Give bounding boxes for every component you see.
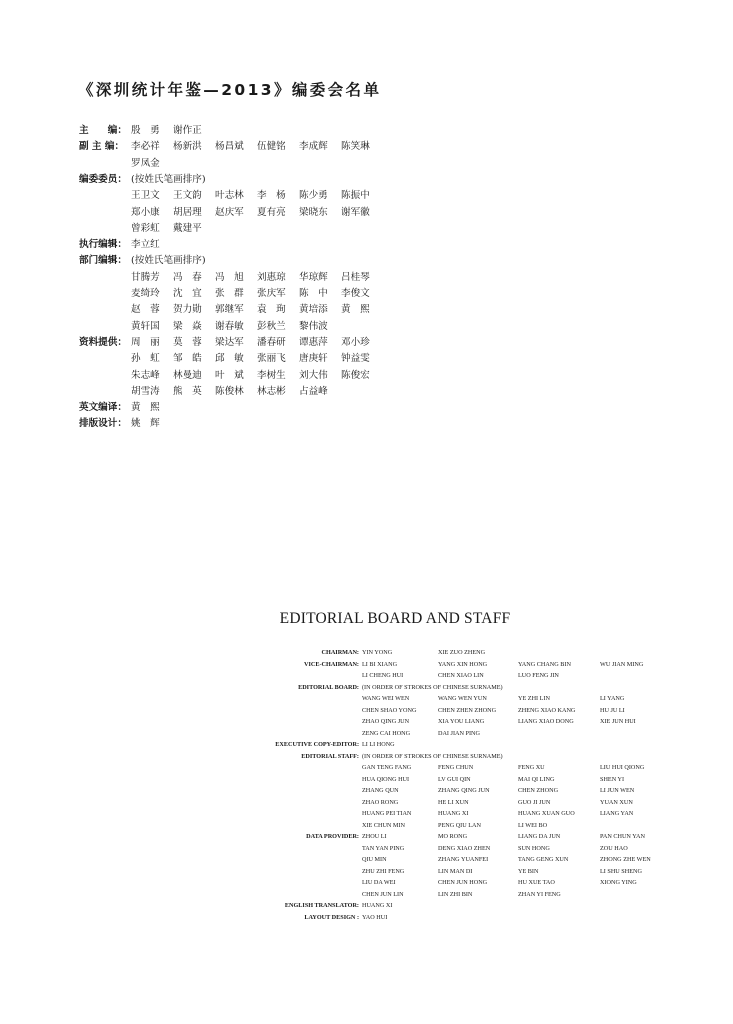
cn-person-name: 张 群 bbox=[215, 288, 244, 299]
en-role-label: EDITORIAL BOARD: bbox=[298, 683, 359, 691]
en-person-name: GUO JI JUN bbox=[518, 798, 551, 806]
en-person-name: LI SHU SHENG bbox=[600, 867, 642, 875]
cn-person-name: 钟益雯 bbox=[341, 353, 370, 365]
cn-person-name: 麦绮玲 bbox=[131, 288, 160, 299]
cn-person-name: 陈笑琳 bbox=[341, 141, 370, 153]
cn-person-name: 黄轩国 bbox=[131, 320, 160, 332]
en-row bbox=[0, 820, 733, 831]
cn-person-name: 李成辉 bbox=[299, 141, 328, 153]
cn-person-name: 唐庚轩 bbox=[299, 353, 328, 365]
cn-person-name: 梁 焱 bbox=[173, 320, 202, 332]
en-person-name: XIE ZUO ZHENG bbox=[438, 649, 486, 656]
cn-person-name: 谢春敏 bbox=[215, 320, 244, 332]
cn-person-name: 李 杨 bbox=[257, 190, 286, 202]
en-person-name: HUANG XUAN GUO bbox=[518, 810, 575, 817]
en-role-label: VICE-CHAIRMAN: bbox=[304, 660, 359, 668]
cn-role-label: 资料提供： bbox=[79, 336, 127, 348]
en-person-name: SUN HONG bbox=[518, 844, 550, 852]
cn-person-name: 姚 辉 bbox=[131, 418, 160, 430]
en-person-name: ZHENG XIAO KANG bbox=[518, 706, 576, 714]
en-person-name: LIANG XIAO DONG bbox=[518, 718, 574, 725]
en-person-name: WANG WEI WEN bbox=[362, 695, 410, 702]
en-person-name: CHEN SHAO YONG bbox=[362, 706, 417, 714]
en-row bbox=[0, 808, 733, 819]
cn-person-name: 林志彬 bbox=[257, 385, 286, 397]
en-role-label: DATA PROVIDER: bbox=[306, 833, 359, 840]
cn-row bbox=[0, 189, 733, 203]
en-role-label: CHAIRMAN: bbox=[321, 649, 359, 656]
en-person-name: (IN ORDER OF STROKES OF CHINESE SURNAME) bbox=[362, 752, 503, 760]
cn-role-label: 主 编： bbox=[79, 125, 127, 136]
en-row bbox=[0, 785, 733, 796]
cn-person-name: 李树生 bbox=[257, 369, 286, 381]
en-row bbox=[0, 831, 733, 842]
en-person-name: TANG GENG XUN bbox=[518, 856, 569, 863]
cn-role-label: 执行编辑： bbox=[79, 239, 127, 251]
en-person-name: CHEN XIAO LIN bbox=[438, 672, 484, 679]
en-person-name: HE LI XUN bbox=[438, 798, 469, 806]
en-row bbox=[0, 705, 733, 716]
en-person-name: PAN CHUN YAN bbox=[600, 833, 645, 840]
cn-row bbox=[0, 336, 733, 350]
en-person-name: WANG WEN YUN bbox=[438, 695, 487, 702]
en-person-name: LIN MAN DI bbox=[438, 867, 473, 875]
cn-person-name: 贺力勋 bbox=[173, 304, 202, 316]
en-person-name: CHEN ZHONG bbox=[518, 787, 559, 794]
en-row bbox=[0, 774, 733, 785]
en-person-name: HU JU LI bbox=[600, 706, 625, 714]
en-person-name: ZHAO RONG bbox=[362, 798, 399, 806]
cn-person-name: 戴建平 bbox=[173, 222, 202, 234]
cn-person-name: 袁 珣 bbox=[257, 304, 286, 316]
cn-person-name: 罗凤金 bbox=[131, 157, 160, 169]
cn-person-name: 伍健铭 bbox=[257, 141, 286, 153]
page-title: 《深圳统计年鉴—2013》编委会名单 bbox=[78, 81, 382, 99]
en-person-name: FENG XU bbox=[518, 764, 545, 771]
en-row bbox=[0, 843, 733, 854]
en-row bbox=[0, 762, 733, 773]
en-row bbox=[0, 877, 733, 888]
en-person-name: YUAN XUN bbox=[600, 798, 633, 806]
en-person-name: QIU MIN bbox=[362, 856, 387, 863]
en-person-name: LI BI XIANG bbox=[362, 660, 398, 668]
en-person-name: PENG QIU LAN bbox=[438, 821, 481, 829]
cn-row bbox=[0, 238, 733, 252]
en-person-name: GAN TENG FANG bbox=[362, 764, 412, 771]
en-person-name: YE ZHI LIN bbox=[518, 695, 550, 702]
en-row bbox=[0, 900, 733, 911]
cn-person-name: 冯 旭 bbox=[215, 271, 244, 283]
en-person-name: HUANG PEI TIAN bbox=[362, 810, 412, 817]
cn-person-name: (按姓氏笔画排序) bbox=[131, 173, 206, 185]
cn-person-name: 胡雪涛 bbox=[131, 385, 160, 397]
en-person-name: CHEN ZHEN ZHONG bbox=[438, 706, 497, 714]
cn-person-name: 陈振中 bbox=[341, 190, 370, 202]
cn-person-name: 夏有亮 bbox=[257, 206, 286, 218]
en-person-name: ZOU HAO bbox=[600, 844, 628, 852]
en-person-name: TAN YAN PING bbox=[362, 844, 405, 852]
cn-person-name: 彭秋兰 bbox=[257, 320, 286, 332]
en-person-name: LI LI HONG bbox=[362, 741, 395, 748]
cn-person-name: 黄 熙 bbox=[341, 304, 370, 316]
cn-person-name: 熊 英 bbox=[173, 385, 202, 397]
en-person-name: LI WEI BO bbox=[518, 821, 548, 829]
en-row bbox=[0, 647, 733, 658]
cn-person-name: 梁晓东 bbox=[299, 206, 328, 218]
cn-person-name: 林曼迪 bbox=[173, 369, 202, 381]
cn-person-name: 黎伟波 bbox=[299, 320, 328, 332]
cn-person-name: 陈少勇 bbox=[299, 190, 328, 202]
cn-person-name: 王文韵 bbox=[173, 190, 202, 202]
en-person-name: XIE CHUN MIN bbox=[362, 821, 405, 829]
en-row bbox=[0, 797, 733, 808]
en-person-name: LIU DA WEI bbox=[362, 879, 396, 886]
en-row bbox=[0, 751, 733, 762]
cn-row bbox=[0, 173, 733, 187]
cn-row bbox=[0, 287, 733, 301]
en-person-name: FENG CHUN bbox=[438, 764, 474, 771]
cn-person-name: 谭惠萍 bbox=[299, 336, 328, 348]
cn-person-name: 谢军徽 bbox=[341, 206, 370, 218]
cn-person-name: 郑小康 bbox=[131, 206, 160, 218]
cn-person-name: 刘大伟 bbox=[299, 369, 328, 381]
en-person-name: CHEN JUN HONG bbox=[438, 879, 488, 886]
cn-person-name: 张庆军 bbox=[257, 288, 286, 299]
en-person-name: LV GUI QIN bbox=[438, 775, 471, 783]
en-person-name: LI JUN WEN bbox=[600, 787, 635, 794]
en-row bbox=[0, 682, 733, 693]
en-row bbox=[0, 854, 733, 865]
en-person-name: ZHANG QING JUN bbox=[438, 787, 490, 794]
cn-person-name: 朱志峰 bbox=[131, 369, 160, 381]
en-row bbox=[0, 739, 733, 750]
cn-person-name: 邱 敏 bbox=[215, 353, 244, 365]
cn-row bbox=[0, 140, 733, 154]
cn-person-name: 杨昌斌 bbox=[215, 141, 244, 153]
en-person-name: HU XUE TAO bbox=[518, 879, 555, 886]
en-person-name: ZHANG QUN bbox=[362, 787, 399, 794]
cn-person-name: 陈俊林 bbox=[215, 385, 244, 397]
en-row bbox=[0, 889, 733, 900]
cn-row bbox=[0, 417, 733, 431]
en-person-name: MO RONG bbox=[438, 833, 468, 840]
en-person-name: YANG XIN HONG bbox=[438, 660, 488, 668]
en-row bbox=[0, 659, 733, 670]
cn-row bbox=[0, 385, 733, 399]
cn-person-name: 吕桂琴 bbox=[341, 271, 370, 283]
en-row bbox=[0, 912, 733, 923]
en-person-name: LUO FENG JIN bbox=[518, 672, 559, 679]
cn-person-name: (按姓氏笔画排序) bbox=[131, 255, 206, 267]
cn-row bbox=[0, 254, 733, 268]
cn-person-name: 赵 蓉 bbox=[131, 304, 160, 316]
cn-person-name: 刘惠琼 bbox=[257, 271, 286, 283]
cn-person-name: 邹 皓 bbox=[173, 353, 202, 365]
cn-person-name: 李立红 bbox=[131, 239, 160, 251]
cn-row bbox=[0, 206, 733, 220]
cn-person-name: 黄培添 bbox=[299, 304, 328, 316]
cn-person-name: 叶 斌 bbox=[215, 369, 244, 381]
cn-row bbox=[0, 303, 733, 317]
en-person-name: XIA YOU LIANG bbox=[438, 718, 485, 725]
en-person-name: DAI JIAN PING bbox=[438, 729, 480, 737]
cn-role-label: 副 主 编： bbox=[79, 141, 125, 153]
en-person-name: ZHONG ZHE WEN bbox=[600, 856, 651, 863]
cn-person-name: 潘春研 bbox=[257, 336, 286, 348]
cn-person-name: 李俊文 bbox=[341, 288, 370, 299]
cn-person-name: 杨新洪 bbox=[173, 141, 202, 153]
cn-person-name: 莫 蓉 bbox=[173, 336, 202, 348]
cn-person-name: 赵庆军 bbox=[215, 206, 244, 218]
cn-person-name: 谢作正 bbox=[173, 125, 202, 136]
cn-row bbox=[0, 124, 733, 138]
cn-role-label: 排版设计： bbox=[79, 418, 127, 430]
en-row bbox=[0, 728, 733, 739]
en-person-name: ZHANG YUANFEI bbox=[438, 856, 489, 863]
cn-row bbox=[0, 271, 733, 285]
en-row bbox=[0, 693, 733, 704]
cn-person-name: 李必祥 bbox=[131, 141, 160, 153]
cn-person-name: 曾彩虹 bbox=[131, 222, 160, 234]
cn-person-name: 孙 虹 bbox=[131, 353, 160, 365]
en-person-name: YAO HUI bbox=[362, 913, 388, 921]
en-person-name: LI YANG bbox=[600, 695, 625, 702]
en-person-name: HUA QIONG HUI bbox=[362, 775, 410, 783]
cn-person-name: 张丽飞 bbox=[257, 353, 286, 365]
cn-role-label: 部门编辑： bbox=[79, 255, 127, 267]
cn-person-name: 邓小珍 bbox=[341, 336, 370, 348]
en-person-name: LIANG YAN bbox=[600, 810, 634, 817]
en-person-name: DENG XIAO ZHEN bbox=[438, 844, 491, 852]
en-role-label: EDITORIAL STAFF: bbox=[301, 752, 359, 760]
cn-person-name: 甘腾芳 bbox=[131, 271, 160, 283]
cn-person-name: 周 丽 bbox=[131, 336, 160, 348]
en-person-name: YIN YONG bbox=[362, 649, 393, 656]
cn-person-name: 陈 中 bbox=[299, 288, 328, 299]
cn-row bbox=[0, 157, 733, 171]
cn-row bbox=[0, 320, 733, 334]
en-row bbox=[0, 866, 733, 877]
en-person-name: LIU HUI QIONG bbox=[600, 764, 645, 771]
en-person-name: HUANG XI bbox=[362, 902, 393, 909]
cn-person-name: 冯 春 bbox=[173, 271, 202, 283]
en-person-name: LIN ZHI BIN bbox=[438, 890, 473, 898]
en-person-name: SHEN YI bbox=[600, 775, 625, 783]
en-person-name: MAI QI LING bbox=[518, 775, 555, 783]
en-row bbox=[0, 670, 733, 681]
cn-role-label: 编委委员： bbox=[79, 173, 127, 185]
en-person-name: ZHU ZHI FENG bbox=[362, 867, 405, 875]
cn-person-name: 沈 宜 bbox=[173, 288, 202, 299]
cn-person-name: 占益峰 bbox=[299, 385, 328, 397]
cn-person-name: 郭继军 bbox=[215, 304, 244, 316]
cn-person-name: 梁达军 bbox=[215, 336, 244, 348]
en-person-name: ZHAO QING JUN bbox=[362, 718, 410, 725]
en-person-name: WU JIAN MING bbox=[600, 660, 644, 668]
en-person-name: YE BIN bbox=[518, 867, 539, 875]
en-person-name: XIONG YING bbox=[600, 879, 637, 886]
en-person-name: (IN ORDER OF STROKES OF CHINESE SURNAME) bbox=[362, 683, 503, 691]
en-person-name: ZHOU LI bbox=[362, 833, 387, 840]
en-role-label: ENGLISH TRANSLATOR: bbox=[284, 902, 359, 909]
en-person-name: ZENG CAI HONG bbox=[362, 729, 411, 737]
en-role-label: LAYOUT DESIGN : bbox=[304, 913, 359, 921]
en-person-name: CHEN JUN LIN bbox=[362, 890, 404, 898]
cn-row bbox=[0, 352, 733, 366]
english-title: EDITORIAL BOARD AND STAFF bbox=[279, 610, 511, 627]
cn-person-name: 陈俊宏 bbox=[341, 369, 370, 381]
cn-person-name: 殷 勇 bbox=[131, 125, 160, 136]
en-row bbox=[0, 716, 733, 727]
en-person-name: LI CHENG HUI bbox=[362, 672, 404, 679]
cn-person-name: 胡居理 bbox=[173, 206, 202, 218]
cn-person-name: 王卫文 bbox=[131, 190, 160, 202]
cn-role-label: 英文编译： bbox=[79, 402, 127, 414]
cn-person-name: 华琼辉 bbox=[299, 271, 328, 283]
en-person-name: YANG CHANG BIN bbox=[518, 660, 571, 668]
cn-row bbox=[0, 401, 733, 415]
en-person-name: LIANG DA JUN bbox=[518, 833, 561, 840]
cn-row bbox=[0, 222, 733, 236]
en-role-label: EXECUTIVE COPY-EDITOR: bbox=[275, 741, 359, 748]
cn-person-name: 黄 熙 bbox=[131, 402, 160, 414]
cn-row bbox=[0, 369, 733, 383]
en-person-name: ZHAN YI FENG bbox=[518, 890, 561, 898]
en-person-name: XIE JUN HUI bbox=[600, 718, 636, 725]
en-person-name: HUANG XI bbox=[438, 810, 469, 817]
cn-person-name: 叶志林 bbox=[215, 190, 244, 202]
